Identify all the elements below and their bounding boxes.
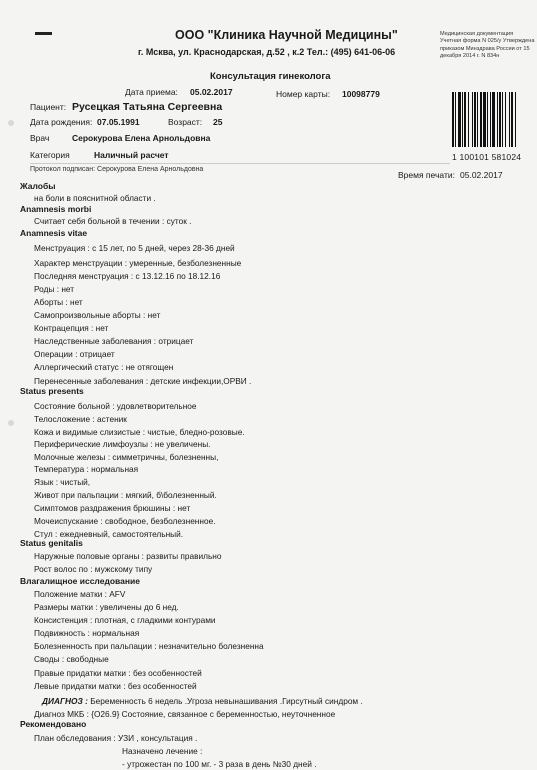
visit-date-label: Дата приема: [125,87,178,97]
record-row: Размеры матки : увеличены до 6 нед. [34,602,179,612]
corner-mark [35,32,52,35]
punch-hole [8,420,14,426]
barcode-bar [497,92,498,147]
barcode-bar [492,92,495,147]
record-row: Телосложение : астеник [34,414,127,424]
barcode-bar [472,92,473,147]
punch-hole [8,120,14,126]
section-heading: Рекомендовано [20,719,87,729]
record-row: Наружные половые органы : развиты правильно [34,551,222,561]
record-row: Рост волос по : мужскому типу [34,564,153,574]
record-row: Операции : отрицает [34,349,115,359]
record-row: на боли в пояснитной области . [34,193,156,203]
age-label: Возраст: [168,117,203,127]
age: 25 [213,117,223,127]
record-row: Характер менструации : умеренные, безболезненные [34,258,242,268]
record-row: Менструация : с 15 лет, по 5 дней, через 28-36 дней [34,243,235,253]
print-time-label: Время печати: [398,170,455,180]
barcode-bar [468,92,469,147]
diagnosis-label: ДИАГНОЗ : [42,696,91,706]
record-row: Температура : нормальная [34,464,139,474]
section-heading: Anamnesis vitae [20,228,88,238]
record-row: Считает себя больной в течении : суток . [34,216,192,226]
barcode-bar [452,92,454,147]
barcode-bar [477,92,478,147]
record-row: Контрацепция : нет [34,323,109,333]
record-row: Мочеиспускание : свободное, безболезненное. [34,516,216,526]
divider [30,163,450,164]
record-row: Последняя менструация : с 13.12.16 по 18.12.16 [34,271,221,281]
record-row: Аборты : нет [34,297,83,307]
card-label: Номер карты: [276,89,331,99]
category-label: Категория [30,150,70,160]
barcode [452,92,534,147]
treatment-line: Назначено лечение : [122,746,203,756]
diagnosis-row [42,696,363,706]
record-row: Своды : свободные [34,654,109,664]
record-row: Роды : нет [34,284,75,294]
diagnosis-text: Беременность 6 недель .Угроза невынашивания .Гирсутный синдром . [90,696,363,706]
record-row: Болезненность при пальпации : незначительно болезненна [34,641,264,651]
barcode-bar [458,92,461,147]
clinic-name: ООО "Клиника Научной Медицины" [175,28,398,42]
category: Наличный расчет [94,150,169,160]
record-row: Язык : чистый, [34,477,91,487]
dob: 07.05.1991 [97,117,140,127]
clinic-address: г. Мсква, ул. Краснодарская, д.52 , к.2 Тел.: (495) 641-06-06 [138,47,396,57]
barcode-bar [487,92,488,147]
barcode-bar [499,92,501,147]
record-row: Симптомов раздражения брюшины : нет [34,503,191,513]
section-heading: Жалобы [20,181,56,191]
record-row: Самопроизвольные аборты : нет [34,310,161,320]
barcode-bar [462,92,463,147]
record-row: Левые придатки матки : без особенностей [34,681,197,691]
record-row: Подвижность : нормальная [34,628,140,638]
doctor-label: Врач [30,133,50,143]
patient-name: Русецкая Татьяна Сергеевна [72,101,223,113]
treatment-line: - утрожестан по 100 мг. - 3 раза в день №30 дней . [122,759,317,769]
barcode-bar [464,92,466,147]
print-time: 05.02.2017 [460,170,503,180]
signed-by: Протокол подписан: Серокурова Елена Арнольдовна [30,166,204,173]
barcode-bar [483,92,486,147]
record-row: Стул : ежедневный, самостоятельный. [34,529,184,539]
visit-date: 05.02.2017 [190,87,233,97]
record-row: Состояние больной : удовлетворительное [34,401,197,411]
patient-label: Пациент: [30,102,67,112]
section-heading: Влагалищное исследование [20,576,140,586]
record-row: Периферические лимфоузлы : не увеличены. [34,439,211,449]
record-row: Живот при пальпации : мягкий, б\болезненный. [34,490,217,500]
barcode-bar [515,92,516,147]
record-row: Консистенция : плотная, с гладкими контурами [34,615,216,625]
section-heading: Anamnesis morbi [20,204,92,214]
barcode-bar [509,92,510,147]
section-heading: Status presents [20,386,84,396]
barcode-number: 1 100101 581024 [452,152,522,162]
record-row: Перенесенные заболевания : детские инфекции,ОРВИ . [34,376,252,386]
record-row: Правые придатки матки : без особенностей [34,668,202,678]
record-row: Диагноз МКБ : {O26.9} Состояние, связанное с беременностью, неуточненное [34,709,336,719]
record-row: Аллергический статус : не отягощен [34,362,174,372]
card-number: 10098779 [342,89,380,99]
barcode-bar [474,92,476,147]
barcode-bar [455,92,456,147]
record-row: План обследования : УЗИ , консультация . [34,733,198,743]
barcode-bar [480,92,482,147]
barcode-bar [505,92,506,147]
section-heading: Status genitalis [20,538,83,548]
record-row: Наследственные заболевания : отрицает [34,336,194,346]
record-row: Молочные железы : симметричны, болезненны, [34,452,219,462]
doctor-name: Серокурова Елена Арнольдовна [72,133,211,143]
document-title: Консультация гинеколога [210,71,331,82]
legal-note: Медицинская документация Учетная форма N 025/у Утверждена приказом Минздрава России от 15 декабря 2014 г. N 834н [440,31,535,59]
barcode-bar [502,92,503,147]
record-row: Положение матки : AFV [34,589,126,599]
barcode-bar [511,92,513,147]
barcode-bar [490,92,491,147]
dob-label: Дата рождения: [30,117,93,127]
record-row: Кожа и видимые слизистые : чистые, бледно-розовые. [34,427,245,437]
